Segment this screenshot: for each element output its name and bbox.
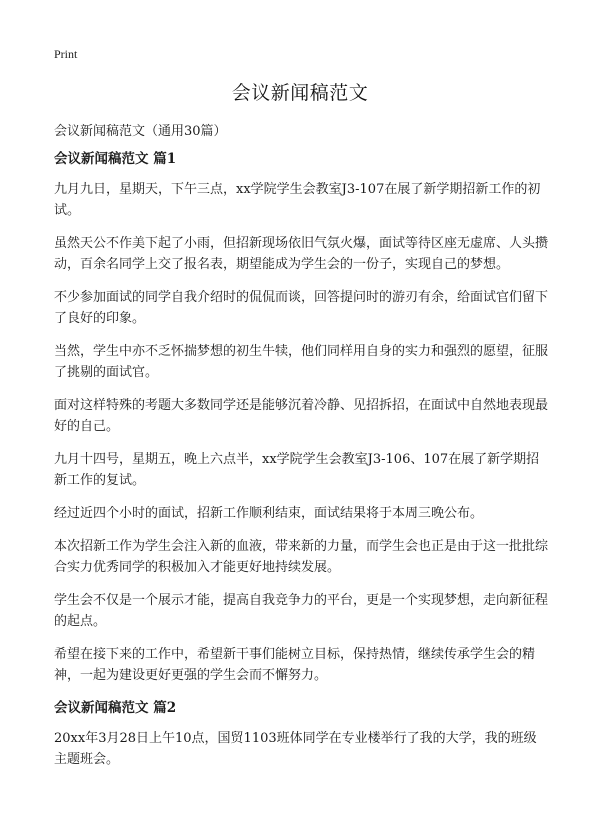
paragraph: 九月十四号，星期五，晚上六点半，xx学院学生会教室J3-106、107在展了新学期招新工作的复试。 bbox=[54, 452, 540, 488]
paragraph: 虽然天公不作美下起了小雨，但招新现场依旧气氛火爆，面试等待区座无虚席、人头攒动，百余名同学上交了报名表，期望能成为学生会的一份子，实现自己的梦想。 bbox=[54, 236, 549, 272]
section-heading-2: 会议新闻稿范文 篇2 bbox=[54, 700, 177, 716]
section-heading-1: 会议新闻稿范文 篇1 bbox=[54, 151, 177, 167]
paragraph: 面对这样特殊的考题大多数同学还是能够沉着冷静、见招拆招，在面试中自然地表现最好的自己。 bbox=[54, 398, 549, 434]
page-title: 会议新闻稿范文 bbox=[231, 82, 369, 104]
paragraph: 本次招新工作为学生会注入新的血液，带来新的力量，而学生会也正是由于这一批批综合实力优秀同学的积极加入才能更好地持续发展。 bbox=[54, 539, 549, 575]
page-subtitle: 会议新闻稿范文（通用30篇） bbox=[54, 124, 227, 139]
paragraph: 当然，学生中亦不乏怀揣梦想的初生牛犊，他们同样用自身的实力和强烈的愿望，征服了挑剔的面试官。 bbox=[54, 344, 549, 380]
article-content bbox=[54, 149, 548, 782]
print-link[interactable]: Print bbox=[54, 47, 78, 61]
paragraph: 20xx年3月28日上午10点，国贸1103班体同学在专业楼举行了我的大学，我的班级主题班会。 bbox=[54, 731, 537, 767]
paragraph: 希望在接下来的工作中，希望新干事们能树立目标，保持热情，继续传承学生会的精神，一起为建设更好更强的学生会而不懈努力。 bbox=[54, 647, 536, 683]
paragraph: 九月九日，星期天，下午三点，xx学院学生会教室J3-107在展了新学期招新工作的初试。 bbox=[54, 182, 541, 218]
paragraph: 不少参加面试的同学自我介绍时的侃侃而谈，回答提问时的游刃有余，给面试官们留下了良好的印象。 bbox=[54, 290, 549, 326]
paragraph: 经过近四个小时的面试，招新工作顺利结束，面试结果将于本周三晚公布。 bbox=[54, 506, 484, 521]
paragraph: 学生会不仅是一个展示才能，提高自我竞争力的平台，更是一个实现梦想，走向新征程的起点。 bbox=[54, 593, 549, 629]
